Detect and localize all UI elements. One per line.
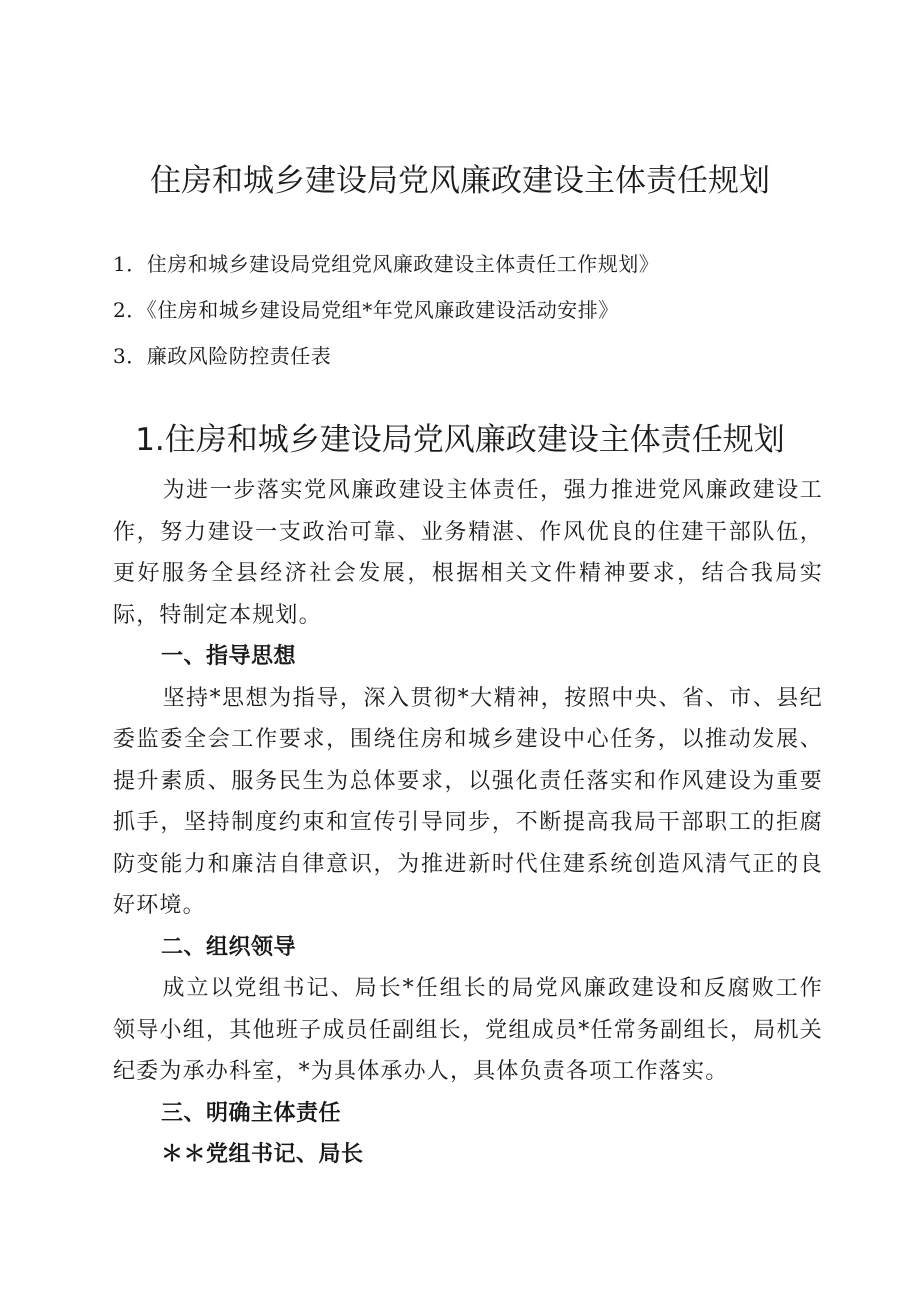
toc-item: 2．《住房和城乡建设局党组*年党风廉政建设活动安排》 bbox=[113, 298, 619, 322]
toc-item: 1．住房和城乡建设局党组党风廉政建设主体责任工作规划》 bbox=[113, 252, 660, 276]
section-title: 1.住房和城乡建设局党风廉政建设主体责任规划 bbox=[135, 422, 785, 458]
heading-main-responsibility: 三、明确主体责任 bbox=[161, 1100, 342, 1126]
toc-item: 3．廉政风险防控责任表 bbox=[113, 344, 332, 368]
document-body bbox=[113, 470, 823, 1176]
subheading-party-secretary: ＊＊党组书记、局长 bbox=[161, 1141, 364, 1167]
paragraph-guiding-ideology: 坚持*思想为指导，深入贯彻*大精神，按照中央、省、市、县纪委监委全会工作要求，围绕住房和城乡建设中心任务，以推动发展、提升素质、服务民生为总体要求，以强化责任落实和作风建设为重要抓手，坚持制度约束和宣传引导同步，不断提高我局干部职工的拒腐防变能力和廉洁自律意识，为推进新时代住建系统创造风清气正的良好环境。 bbox=[113, 685, 823, 918]
paragraph-organization-leadership: 成立以党组书记、局长*任组长的局党风廉政建设和反腐败工作领导小组，其他班子成员任副组长，党组成员*任常务副组长，局机关纪委为承办科室，*为具体承办人，具体负责各项工作落实。 bbox=[113, 976, 823, 1084]
intro-paragraph: 为进一步落实党风廉政建设主体责任，强力推进党风廉政建设工作，努力建设一支政治可靠、业务精湛、作风优良的住建干部队伍，更好服务全县经济社会发展，根据相关文件精神要求，结合我局实际，特制定本规划。 bbox=[113, 478, 823, 628]
table-of-contents bbox=[113, 248, 659, 386]
heading-guiding-ideology: 一、指导思想 bbox=[161, 644, 297, 669]
document-title: 住房和城乡建设局党风廉政建设主体责任规划 bbox=[150, 163, 770, 199]
heading-organization-leadership: 二、组织领导 bbox=[161, 934, 297, 960]
